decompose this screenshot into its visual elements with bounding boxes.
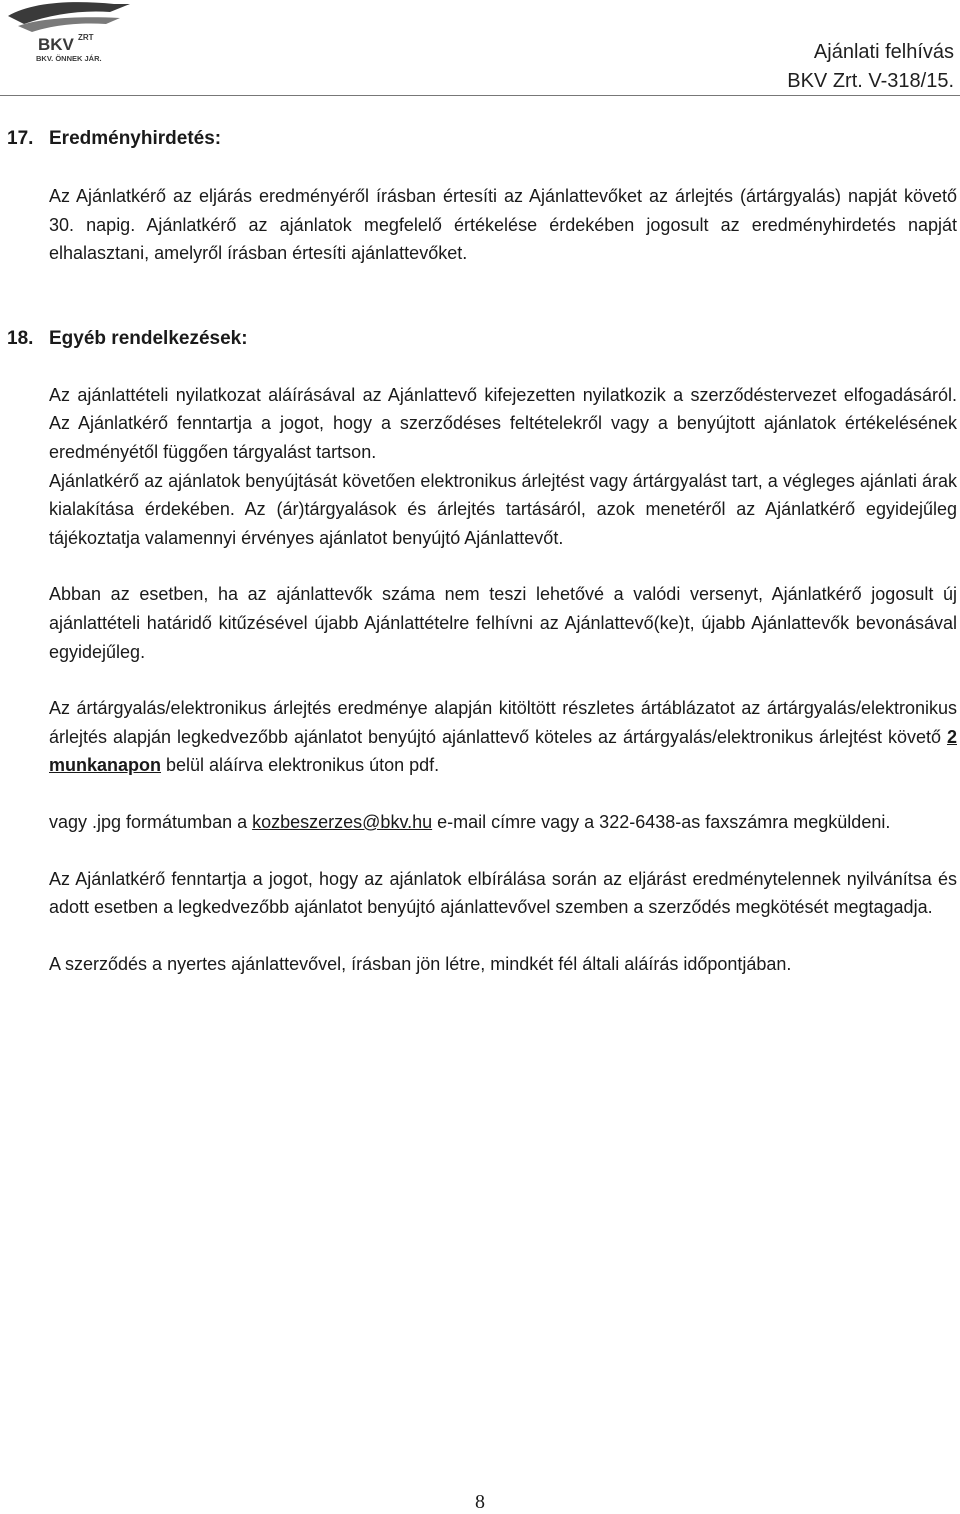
deadline-emphasis: 2 munkanapon [49,726,957,776]
section-17-title: Eredményhirdetés: [49,128,222,149]
section-18-number: 18. [7,327,34,349]
header-reference: BKV Zrt. V-318/15. [787,70,954,92]
bkv-logo [2,0,134,70]
paragraph-submission-text-end: e-mail címre vagy a 322-6438-as faxszámra megküldeni. [432,811,891,832]
email-link[interactable]: kozbeszerzes@bkv.hu [252,811,433,832]
paragraph-new-deadline: Abban az esetben, ha az ajánlattevők száma nem teszi lehetővé a valódi versenyt, Ajánlatkérő jogosult új ajánlattételi határidő kitűzésével újabb Ajánlattételre felhívni az Ajánlattevő(ke)t, újabb Ajánlattevők bevonásával egyidejűleg. [49,584,957,662]
paragraph-rights: Az Ajánlatkérő fenntartja a jogot, hogy az ajánlatok elbírálása során az eljárást eredménytelennek nyilvánítsa és adott esetben a legkedvezőbb ajánlatot benyújtó ajánlattevővel szemben a szerződés megkötését megtagadja. [49,868,957,918]
paragraph-price-table-text-end: belül aláírva elektronikus úton pdf. [161,755,440,776]
section-17-paragraph: Az Ajánlatkérő az eljárás eredményéről írásban értesíti az Ajánlattevőket az árlejtés (ártárgyalás) napját követő 30. napig. Ajánlatkérő az ajánlatok megfelelő értékelése érdekében jogosult az eredményhirdetés napját elhalasztani, amelyről írásban értesíti ajánlattevőket. [49,186,957,264]
document-header [787,38,954,96]
paragraph-declaration: Az ajánlattételi nyilatkozat aláírásával az Ajánlattevő kifejezetten nyilatkozik a szerződéstervezet elfogadásáról. Az Ajánlatkérő fenntartja a jogot, hogy a szerződéses feltételekről vagy a benyújtott ajánlatok értékelésének eredményétől függően tárgyalást tartson. [49,384,957,462]
paragraph-submission-text: vagy .jpg formátumban a [49,811,253,832]
page-number: 8 [475,1491,485,1513]
paragraph-price-table-text: Az ártárgyalás/elektronikus árlejtés eredménye alapján kitöltött részletes ártáblázatot az ártárgyalás/elektronikus árlejtés alapján legkedvezőbb ajánlatot benyújtó ajánlattevő köteles az ártárgyalás/elektronikus árlejtést követő [49,698,957,747]
section-17-heading [7,124,957,153]
section-18-title: Egyéb rendelkezések: [49,327,248,349]
section-18-heading [7,324,957,353]
paragraph-submission [49,808,957,837]
logo-text: BKV [38,35,74,54]
header-divider [0,95,960,96]
paragraph-price-table [49,694,957,780]
header-title: Ajánlati felhívás [813,41,954,63]
document-body [7,124,957,978]
logo-sup: ZRT [78,33,94,42]
paragraph-auction: Ajánlatkérő az ajánlatok benyújtását követően elektronikus árlejtést vagy ártárgyalást tart, a végleges ajánlati árak kialakítása érdekében. Az (ár)tárgyalások és árlejtés tartásáról, azok menetéről az Ajánlatkérő egyidejűleg tájékoztatja valamennyi érvényes ajánlatot benyújtó Ajánlattevőt. [49,470,957,548]
logo-tagline: BKV. ÖNNEK JÁR. [36,54,102,63]
section-17-number: 17. [7,128,34,149]
paragraph-contract: A szerződés a nyertes ajánlattevővel, írásban jön létre, mindkét fél általi aláírás időpontjában. [49,953,792,974]
